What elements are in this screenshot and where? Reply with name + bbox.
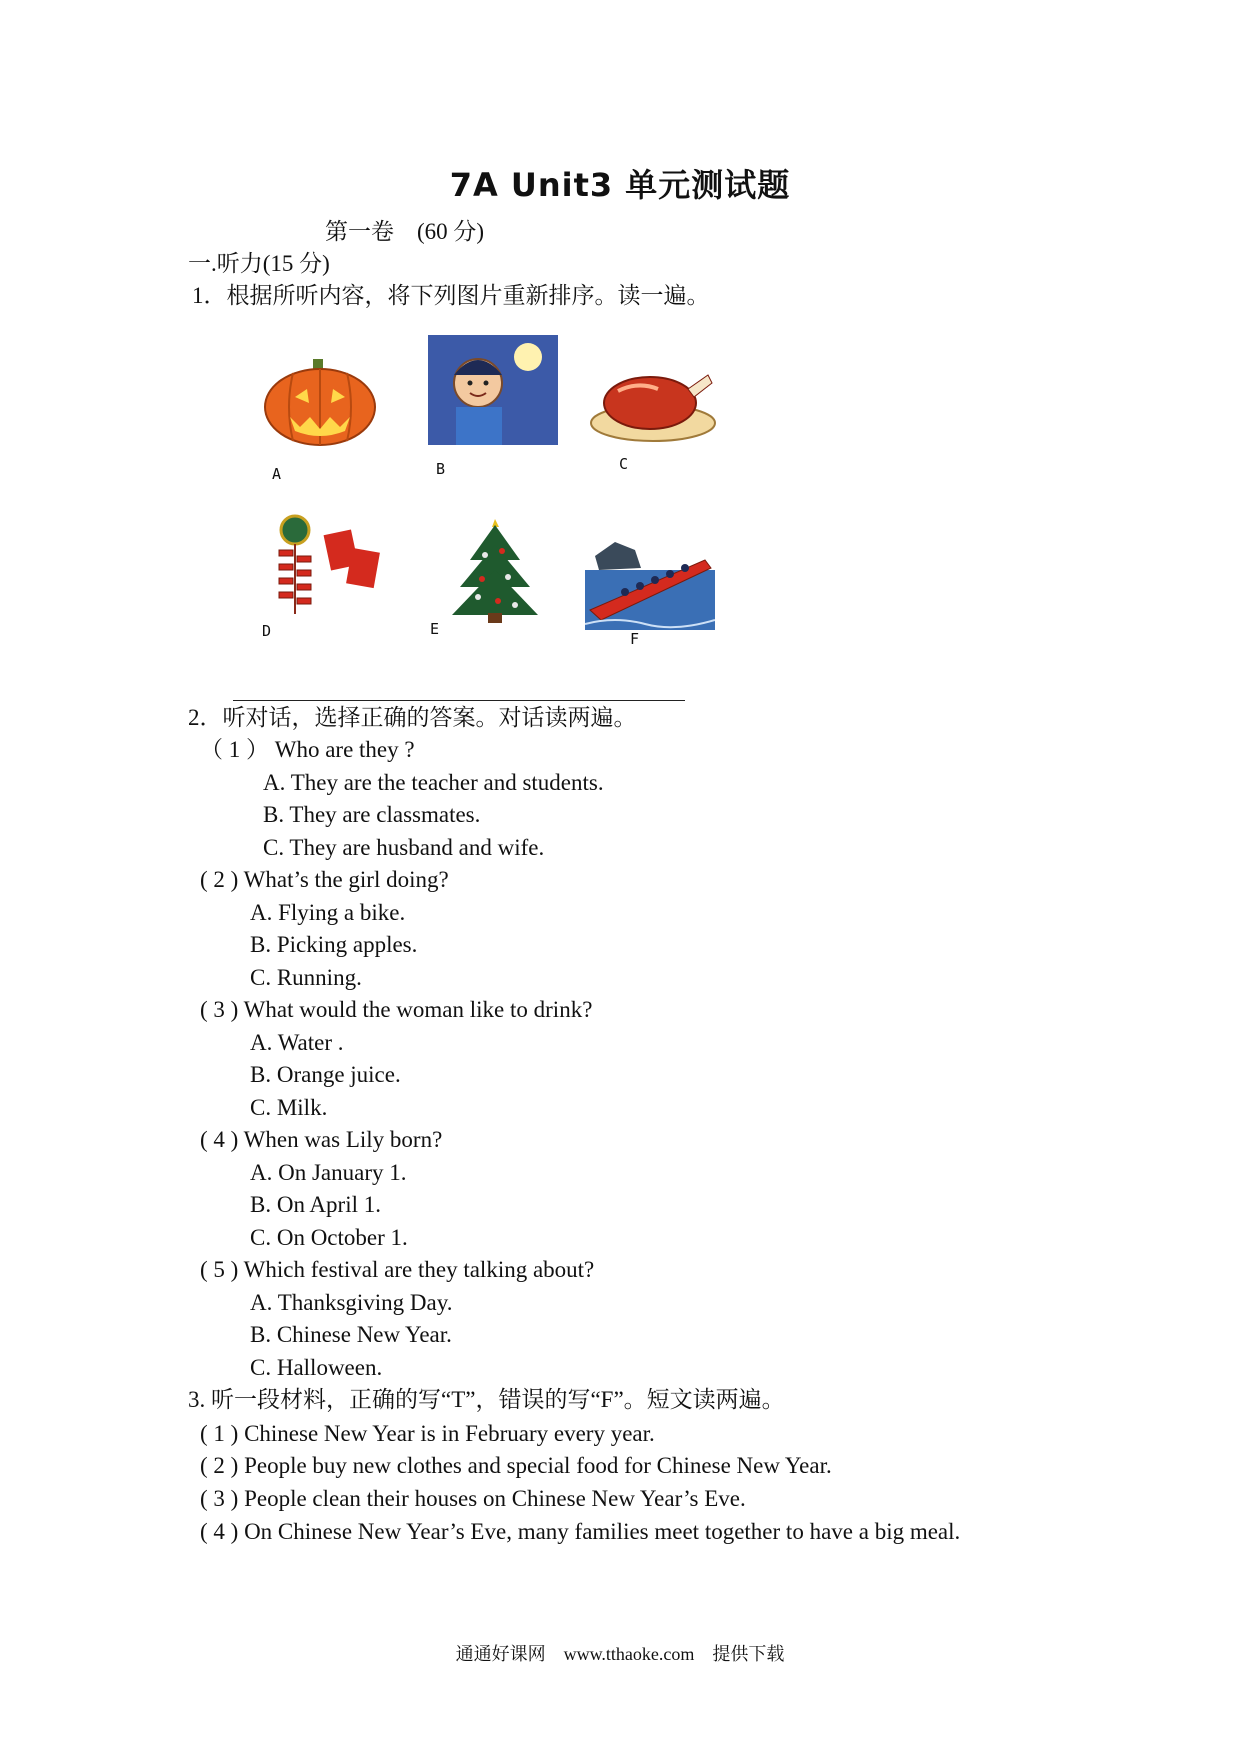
question-4: ( 4 ) When was Lily born? (200, 1127, 443, 1152)
picture-label-a: A (272, 465, 282, 483)
dragon-boat-icon (585, 520, 715, 630)
statement-4: ( 4 ) On Chinese New Year’s Eve, many families meet together to have a big meal. (200, 1519, 961, 1544)
firecracker-icon (265, 510, 395, 620)
q4-option-b: B. On April 1. (250, 1192, 381, 1217)
pumpkin-icon (255, 345, 385, 455)
part1-instruction: 1．根据所听内容，将下列图片重新排序。读一遍。 (192, 283, 710, 308)
statement-3: ( 3 ) People clean their houses on Chinese New Year’s Eve. (200, 1486, 746, 1511)
q4-option-a: A. On January 1. (250, 1160, 407, 1185)
picture-label-f: F (630, 630, 640, 648)
q5-option-c: C. Halloween. (250, 1355, 383, 1380)
picture-label-c: C (619, 455, 629, 473)
picture-label-b: B (436, 460, 446, 478)
question-2: ( 2 ) What’s the girl doing? (200, 867, 449, 892)
section-listening: 一.听力(15 分) (188, 251, 330, 276)
question-1: （ 1 ） Who are they ? (200, 737, 415, 762)
statement-2: ( 2 ) People buy new clothes and special food for Chinese New Year. (200, 1453, 832, 1478)
statement-1: ( 1 ) Chinese New Year is in February every year. (200, 1421, 655, 1446)
part2-instruction: 2．听对话，选择正确的答案。对话读两遍。 (188, 705, 637, 730)
picture-label-d: D (262, 622, 272, 640)
answer-line (233, 700, 685, 701)
boy-moon-icon (428, 335, 558, 445)
q5-option-a: A. Thanksgiving Day. (250, 1290, 453, 1315)
q1-option-c: C. They are husband and wife. (263, 835, 545, 860)
roast-turkey-icon (588, 345, 718, 455)
q3-option-a: A. Water . (250, 1030, 344, 1055)
page-title: 7A Unit3 单元测试题 (449, 166, 791, 204)
q3-option-c: C. Milk. (250, 1095, 328, 1120)
question-5: ( 5 ) Which festival are they talking about? (200, 1257, 595, 1282)
q5-option-b: B. Chinese New Year. (250, 1322, 452, 1347)
q2-option-b: B. Picking apples. (250, 932, 418, 957)
q3-option-b: B. Orange juice. (250, 1062, 401, 1087)
part3-instruction: 3. 听一段材料，正确的写“T”，错误的写“F”。短文读两遍。 (188, 1387, 785, 1412)
q1-option-a: A. They are the teacher and students. (263, 770, 604, 795)
footer: 通通好课网 www.tthaoke.com 提供下载 (455, 1644, 785, 1664)
picture-label-e: E (430, 620, 440, 638)
q2-option-c: C. Running. (250, 965, 362, 990)
q2-option-a: A. Flying a bike. (250, 900, 406, 925)
q1-option-b: B. They are classmates. (263, 802, 481, 827)
question-3: ( 3 ) What would the woman like to drink? (200, 997, 593, 1022)
christmas-tree-icon (430, 515, 560, 625)
q4-option-c: C. On October 1. (250, 1225, 408, 1250)
volume-heading: 第一卷 (60 分) (325, 219, 485, 244)
